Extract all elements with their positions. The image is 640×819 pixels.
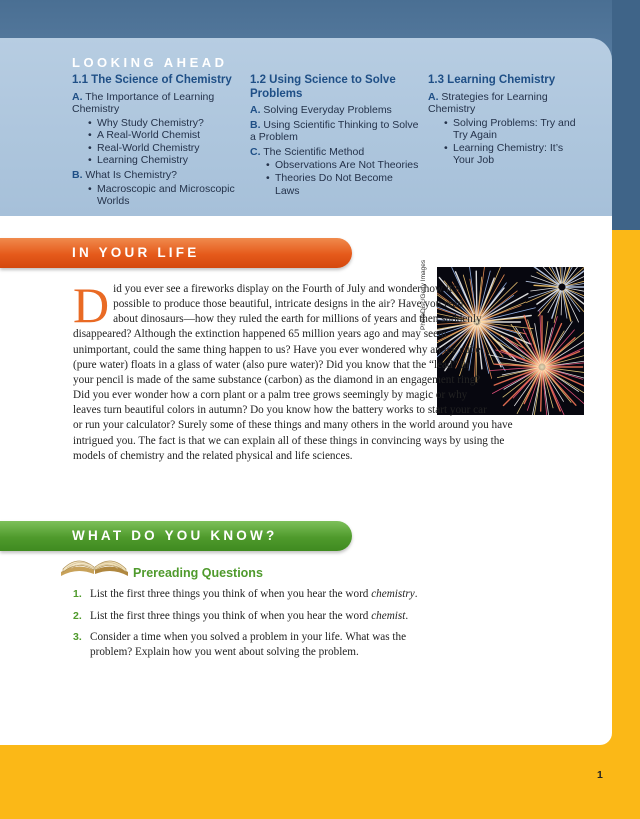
outline-section [428, 91, 578, 116]
section-letter: B. [72, 169, 83, 182]
question-emphasis: chemistry [371, 588, 415, 600]
bullet-item: • A Real-World Chemist [88, 129, 244, 142]
question-number: 2. [73, 609, 82, 622]
outline-section [250, 104, 420, 117]
bullet-list [444, 117, 578, 167]
photo-credit: PhotoDisc/Getty Images [420, 259, 427, 330]
looking-ahead-title: LOOKING AHEAD [72, 55, 228, 70]
question-end: . [414, 588, 418, 600]
intro-paragraph [73, 277, 519, 464]
outline-column-3 [428, 74, 578, 169]
section-letter: A. [72, 90, 83, 103]
section-text: Strategies for Learning Chemistry [428, 90, 548, 116]
outline-section [72, 169, 244, 182]
section-letter: A. [428, 90, 439, 103]
what-do-you-know-banner [0, 521, 352, 551]
bullet-item: • Observations Are Not Theories [266, 159, 420, 172]
question-text: List the first three things you think of when you hear the word [90, 588, 372, 600]
outline-section [72, 91, 244, 116]
question-text: List the first three things you think of when you hear the word [90, 609, 372, 622]
section-letter: B. [250, 118, 261, 131]
list-item [73, 630, 433, 659]
section-letter: A. [250, 104, 261, 116]
column-heading: 1.1 The Science of Chemistry [72, 74, 232, 86]
bullet-item: • Solving Problems: Try and Try Again [444, 117, 578, 142]
list-item [73, 609, 433, 624]
paragraph-text: id you ever see a fireworks display on the Fourth of July and wonder how it’s possible to produce those beautiful, intricate designs in the air? Have you read about dinosaurs—how they ruled the earth for millions of years and then suddenly disappeared? Although the extinction happened 65 million years ago and may seem unimportant, could the same thing happen to us? Have you ever wondered why an ice cube (pure water) floats in a glass of water (also pure water)? Did you know that the “lead” in your pencil is made of the same substance (carbon) as the diamond in an engagement ring? Did you ever wonder how a corn plant or a palm tree grows seemingly by magic or why leaves turn beautiful colors in autumn? Do you know how the battery works to start your car or run your calculator? Surely some of these things and many others in the world around you have intrigued you. The fact is that we can explain all of these things in convincing ways by using the models of chemistry and the related physical and life sciences. [73, 283, 513, 462]
column-heading: 1.2 Using Science to Solve Problems [250, 74, 396, 100]
question-emphasis: chemist [371, 609, 406, 622]
bullet-item: • Theories Do Not Become Laws [266, 172, 420, 197]
section-text: Solving Everyday Problems [263, 104, 392, 116]
in-your-life-title: IN YOUR LIFE [72, 245, 200, 260]
bullet-list [88, 117, 244, 167]
list-item [73, 587, 433, 602]
section-text: The Scientific Method [263, 145, 365, 158]
question-list [73, 587, 433, 667]
outline-section [250, 119, 420, 144]
drop-cap: D [73, 277, 110, 333]
question-number: 1. [73, 588, 82, 600]
text-wrap-spacer [495, 266, 595, 416]
outline-section [250, 146, 420, 159]
bullet-item: • Learning Chemistry: It’s Your Job [444, 142, 578, 167]
right-edge-band [612, 0, 640, 230]
bullet-item: • Real-World Chemistry [88, 142, 244, 155]
what-do-you-know-title: WHAT DO YOU KNOW? [72, 528, 278, 543]
open-book-icon [57, 548, 132, 578]
bullet-item: • Why Study Chemistry? [88, 117, 244, 130]
prereading-questions-heading: Prereading Questions [133, 566, 263, 580]
bullet-item: • Macroscopic and Microscopic Worlds [88, 183, 244, 208]
section-text: Using Scientific Thinking to Solve a Problem [250, 118, 419, 144]
section-letter: C. [250, 145, 261, 158]
bullet-list [88, 183, 244, 208]
question-end: . [405, 609, 409, 622]
page-number: 1 [597, 769, 603, 781]
bullet-item: • Learning Chemistry [88, 154, 244, 167]
question-text: Consider a time when you solved a problem in your life. What was the problem? Explain how you went about solving the problem. [90, 631, 407, 659]
section-text: What Is Chemistry? [85, 169, 178, 182]
column-heading: 1.3 Learning Chemistry [428, 74, 556, 86]
outline-column-2 [250, 74, 420, 199]
bullet-list [266, 159, 420, 197]
in-your-life-banner [0, 238, 352, 268]
question-number: 3. [73, 631, 82, 644]
outline-column-1 [72, 74, 244, 210]
section-text: The Importance of Learning Chemistry [72, 90, 215, 116]
